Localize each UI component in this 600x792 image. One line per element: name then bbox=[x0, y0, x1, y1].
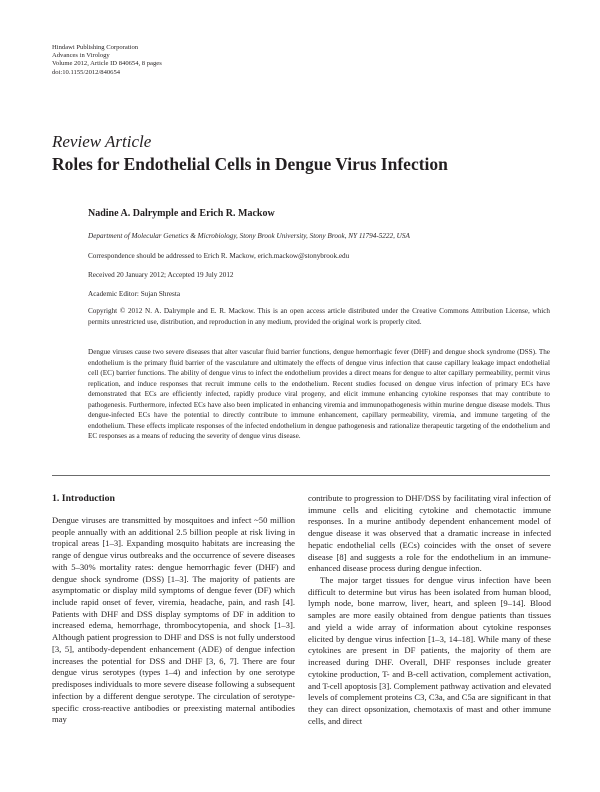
journal-header bbox=[52, 44, 162, 77]
right-column bbox=[308, 493, 551, 727]
correspondence: Correspondence should be addressed to Erich R. Mackow, erich.mackow@stonybrook.edu bbox=[88, 252, 350, 260]
affiliation: Department of Molecular Genetics & Microbiology, Stony Brook University, Stony Brook, NY 11794-5222, USA bbox=[88, 232, 410, 240]
article-title: Roles for Endothelial Cells in Dengue Virus Infection bbox=[52, 154, 448, 174]
section-heading: 1. Introduction bbox=[52, 493, 115, 504]
received-accepted-dates: Received 20 January 2012; Accepted 19 July 2012 bbox=[88, 271, 234, 279]
body-paragraph: The major target tissues for dengue virus infection have been difficult to determine but virus has been isolated from human blood, lymph node, bone marrow, liver, heart, and spleen [9–14]. Blood samples are more easily obtained from dengue patients than tissues and yield a wide array of information about cytokine responses elicited by dengue virus infection [1–3, 14–18]. While many of these cytokines are present in DF patients, the majority of them are increased during DHF. Overall, DHF responses include greater cytokine production, T- and B-cell activation, complement activation, and T-cell apoptosis [3]. Complement pathway activation and elevated levels of complement proteins C3, C3a, and C5a are significant in that they can direct opsonization, chemotaxis of mast and other immune cells, and direct bbox=[308, 575, 551, 726]
volume-info: Volume 2012, Article ID 840654, 8 pages bbox=[52, 60, 162, 68]
copyright-notice: Copyright © 2012 N. A. Dalrymple and E. R. Mackow. This is an open access article distributed under the Creative Commons Attribution License, which permits unrestricted use, distribution, and reproduction in any medium, provided the original work is properly cited. bbox=[88, 307, 550, 326]
abstract: Dengue viruses cause two severe diseases that alter vascular fluid barrier functions, dengue hemorrhagic fever (DHF) and dengue shock syndrome (DSS). The endothelium is the primary fluid barrier of the vasculature and ultimately the effects of dengue virus infection that cause capillary leakage impact endothelial cell (EC) barrier functions. The ability of dengue virus to infect the endothelium provides a direct means for dengue to alter capillary permeability, permit virus replication, and induce responses that recruit immune cells to the endothelium. Recent studies focused on dengue virus infection of primary ECs have demonstrated that ECs are efficiently infected, rapidly produce viral progeny, and elicit immune enhancing cytokine responses that may contribute to pathogenesis. Furthermore, infected ECs have also been implicated in enhancing viremia and immunopathogenesis within murine dengue disease models. Thus dengue-infected ECs have the potential to directly contribute to immune enhancement, capillary permeability, viremia, and immune targeting of the endothelium. These effects implicate responses of the infected endothelium in dengue pathogenesis and rationalize therapeutic targeting of the endothelium and EC responses as a means of reducing the severity of dengue virus disease. bbox=[88, 348, 550, 441]
section-divider bbox=[52, 475, 550, 476]
authors: Nadine A. Dalrymple and Erich R. Mackow bbox=[88, 208, 275, 219]
body-paragraph: contribute to progression to DHF/DSS by facilitating viral infection of immune cells and eliciting cytokine and chemotactic immune responses. In a murine antibody dependent enhancement model of dengue disease it was observed that a dramatic increase in infected hepatic endothelial cells (ECs) coincides with the onset of severe disease [8] and suggests a role for the endothelium in an immune-enhanced disease process during dengue infection. bbox=[308, 493, 551, 574]
journal-name: Advances in Virology bbox=[52, 52, 110, 60]
left-column bbox=[52, 493, 295, 726]
body-paragraph: Dengue viruses are transmitted by mosquitoes and infect ~50 million people annually with an additional 2.5 billion people at risk living in tropical areas [1–3]. Expanding mosquito habitats are increasing the range of dengue virus outbreaks and the occurrence of severe diseases with 5–30% mortality rates: dengue hemorrhagic fever (DHF) and dengue shock syndrome (DSS) [1–3]. The majority of patients are asymptomatic or display mild symptoms of dengue fever (DF) which include rapid onset of fever, viremia, headache, pain, and rash [4]. Patients with DHF and DSS display symptoms of DF in addition to increased edema, hemorrhage, thrombocytopenia, and shock [1–3]. Although patient progression to DHF and DSS is not fully understood [3, 5], antibody-dependent enhancement (ADE) of dengue infection increases the potential for DSS and DHF [3, 6, 7]. There are four dengue virus serotypes (types 1–4) and infection by one serotype predisposes individuals to more severe disease following a subsequent infection by a different dengue serotype. The circulation of serotype-specific cross-reactive antibodies or preexisting maternal antibodies may bbox=[52, 515, 295, 725]
article-type: Review Article bbox=[52, 132, 152, 151]
publisher-name: Hindawi Publishing Corporation bbox=[52, 44, 139, 51]
doi: doi:10.1155/2012/840654 bbox=[52, 68, 121, 76]
academic-editor: Academic Editor: Sujan Shresta bbox=[88, 290, 181, 298]
